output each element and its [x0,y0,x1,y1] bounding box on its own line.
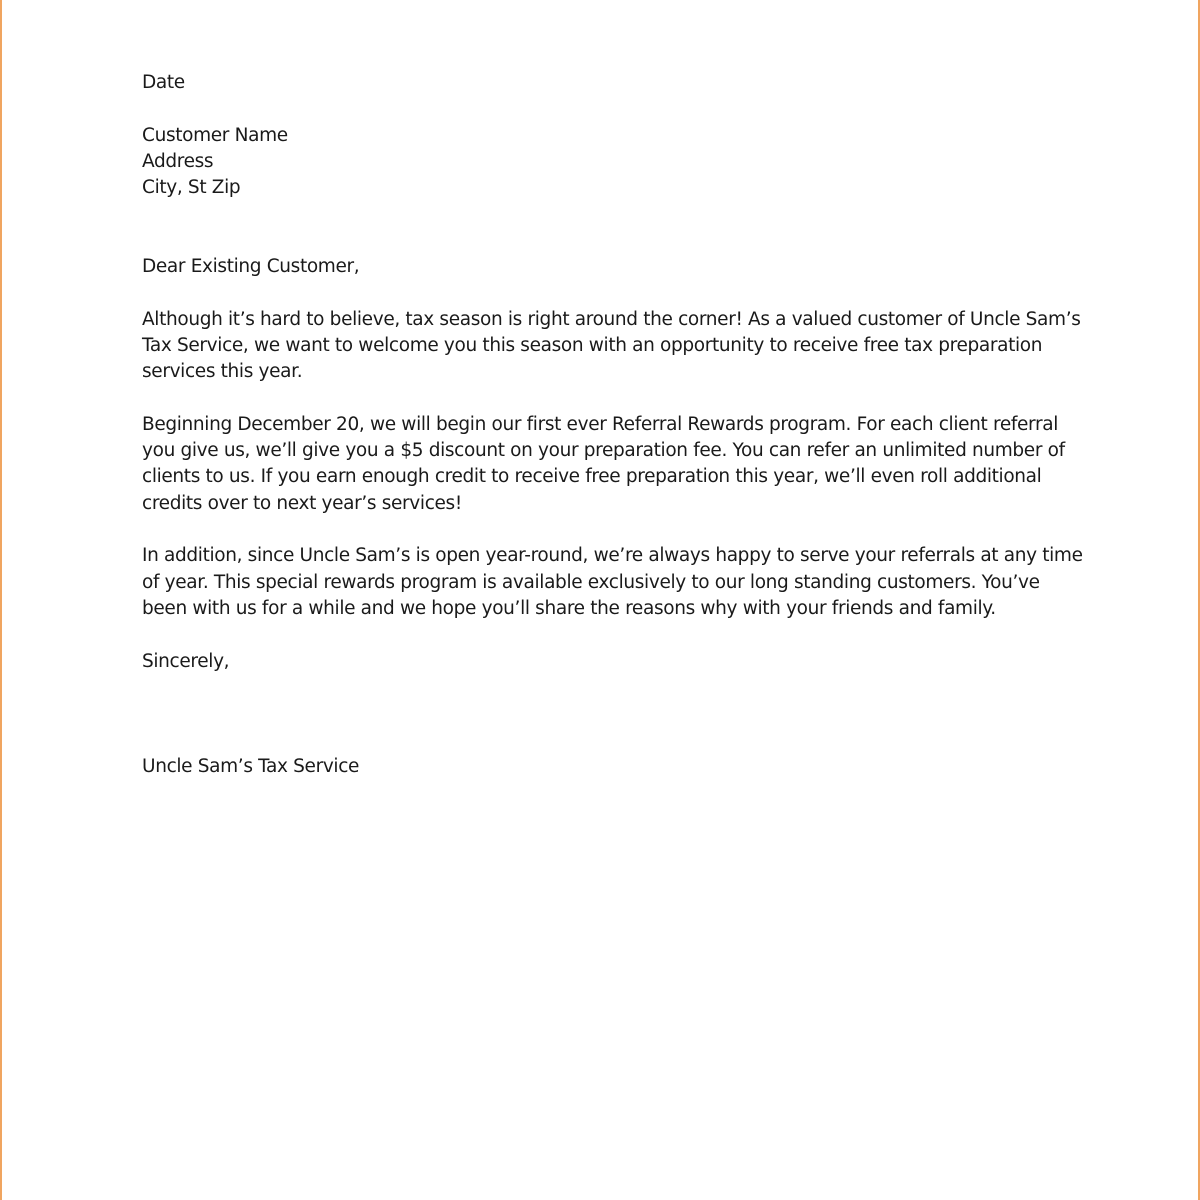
recipient-block [142,123,1082,202]
spacer [142,201,1082,254]
recipient-city-state-zip: City, St Zip [142,177,241,199]
spacer [142,622,1082,648]
recipient-name: Customer Name [142,124,288,146]
paragraph-line: you give us, we’ll give you a $5 discount on your preparation fee. You can refer an unlimited number of [142,440,1065,462]
spacer [142,96,1082,122]
letter-body [142,70,1082,780]
paragraph-line: been with us for a while and we hope you’ll share the reasons why with your friends and family. [142,597,996,619]
spacer [142,517,1082,543]
paragraph-intro [142,307,1082,386]
paragraph-line: clients to us. If you earn enough credit to receive free preparation this year, we’ll even roll additional [142,466,1042,488]
paragraph-line: of year. This special rewards program is available exclusively to our long standing customers. You’ve [142,571,1040,593]
paragraph-line: Tax Service, we want to welcome you this season with an opportunity to receive free tax preparation [142,334,1043,356]
paragraph-line: services this year. [142,361,303,383]
closing: Sincerely, [142,650,230,672]
spacer [142,386,1082,412]
paragraph-addition [142,543,1082,622]
paragraph-line: Beginning December 20, we will begin our first ever Referral Rewards program. For each client referral [142,413,1059,435]
letter-date: Date [142,72,185,93]
recipient-address: Address [142,150,214,172]
paragraph-line: credits over to next year’s services! [142,492,462,514]
paragraph-line: In addition, since Uncle Sam’s is open year-round, we’re always happy to serve your referrals at any time [142,545,1083,567]
signature: Uncle Sam’s Tax Service [142,755,360,777]
salutation: Dear Existing Customer, [142,256,360,278]
paragraph-line: Although it’s hard to believe, tax season is right around the corner! As a valued customer of Uncle Sam’s [142,308,1081,330]
spacer [142,280,1082,306]
signature-space [142,675,1082,754]
paragraph-referral-program [142,412,1082,517]
